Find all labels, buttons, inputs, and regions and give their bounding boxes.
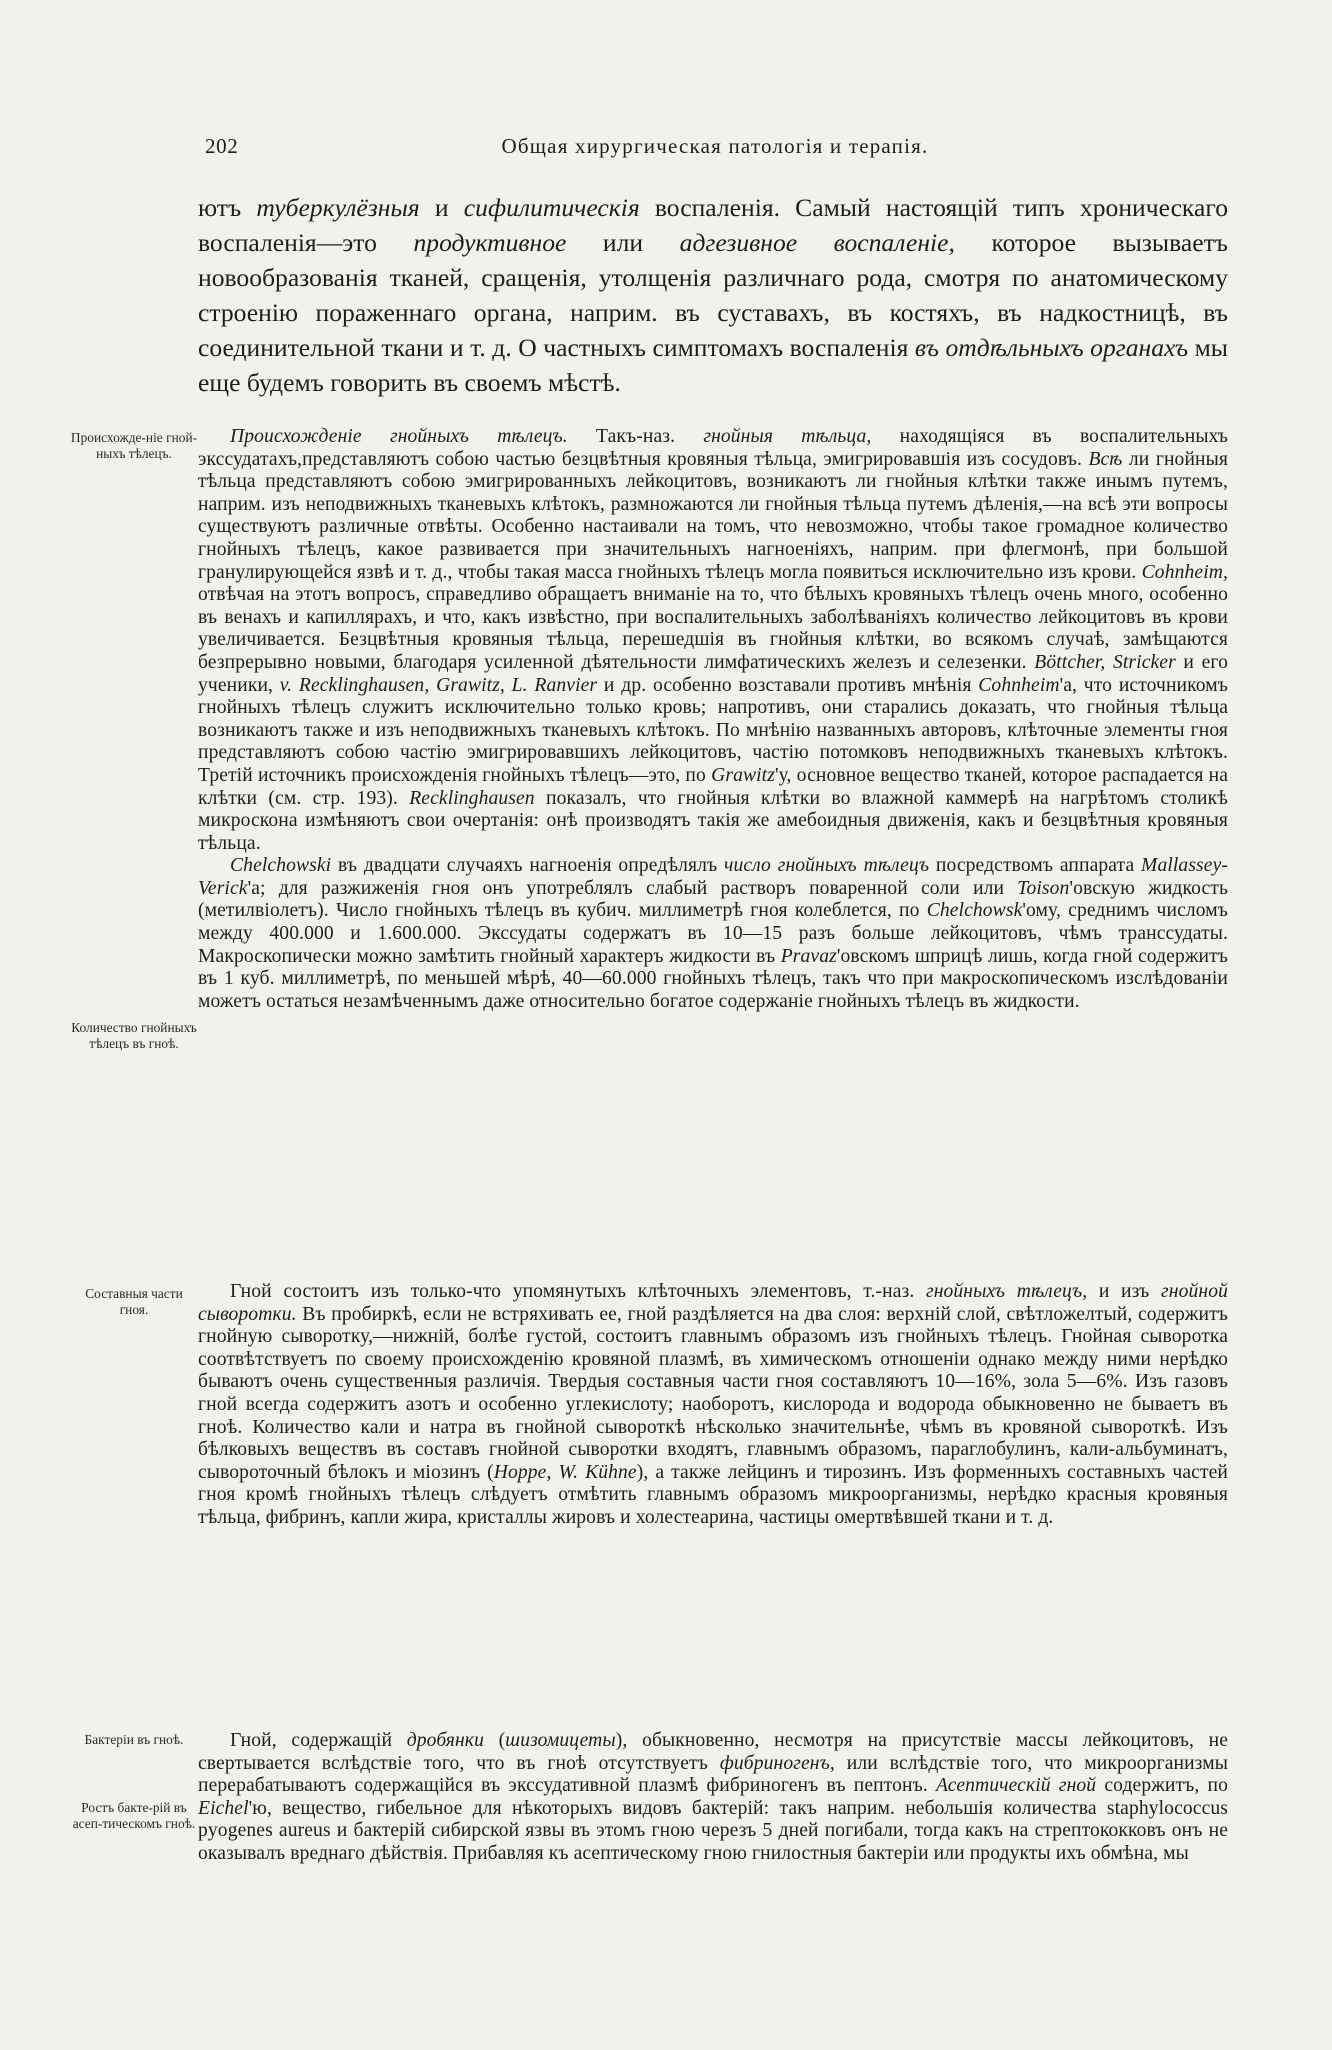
term-productive: продуктивное — [413, 228, 567, 257]
author-name: v. Recklinghausen, Grawitz, L. Ranvier — [279, 674, 598, 696]
page-header — [205, 134, 1225, 170]
author-name: Hoppe, W. Kühne — [493, 1461, 637, 1483]
author-name: Eichel — [198, 1797, 249, 1819]
author-name: Grawitz — [711, 764, 775, 786]
author-name: Mallassey-Verick — [198, 855, 1229, 899]
section-heading: Происхожденіе гнойныхъ тѣлецъ. — [230, 426, 568, 447]
section-origin-count — [198, 426, 1228, 1013]
page-number: 202 — [205, 134, 239, 158]
margin-note-count: Количество гнойныхъ тѣлецъ въ гноѣ. — [71, 1020, 197, 1051]
margin-note-bacteria: Бактеріи въ гноѣ. — [84, 1732, 184, 1747]
paragraph-components: Гной состоитъ изъ только-что упомянутыхъ клѣточныхъ элементовъ, т.-наз. гнойныхъ тѣлецъ, и изъ гнойной сыворотки. Въ пробиркѣ, если не встряхивать ее, гной раздѣляется на два слоя: верхній слой, свѣтложелтый, содержитъ гнойную сыворотку,—нижній, болѣе густой, состоитъ главнымъ образомъ изъ гнойныхъ тѣлецъ. Гнойная сыворотка соотвѣтствуетъ по своему происхожденію кровяной плазмѣ, въ химическомъ отношеніи однако между ними нерѣдко бываютъ очень существенныя различія. Твердыя составныя части гноя составляютъ 10—16%, зола 5—6%. Изъ газовъ гной всегда содержитъ азотъ и особенно углекислоту; наоборотъ, кислорода и водорода обыкновенно не бываетъ въ гноѣ. Количество кали и натра въ гнойной сывороткѣ нѣсколько значительнѣе, чѣмъ въ кровяной сывороткѣ. Изъ бѣлковыхъ веществъ въ составъ гнойной сыворотки входятъ, главнымъ образомъ, параглобулинъ, кали-альбуминатъ, сывороточный бѣлокъ и міозинъ (Hoppe, W. Kühne), а также лейцинъ и тирозинъ. Изъ форменныхъ составныхъ частей гноя кромѣ гнойныхъ тѣлецъ слѣдуетъ отмѣтить главнымъ образомъ микроорганизмы, нерѣдко красныя кровяныя тѣльца, фибринъ, капли жира, кристаллы жировъ и холестеарина, частицы омертвѣвшей ткани и т. д. — [198, 1281, 1228, 1528]
author-name: Chelchowsk — [926, 900, 1023, 922]
intro-paragraph: ютъ туберкулёзныя и сифилитическія воспаленія. Самый настоящій типъ хроническаго воспаленія—это продуктивное или адгезивное воспаленіе, которое вызываетъ новообразованія тканей, сращенія, утолщенія различнаго рода, смотря по анатомическому строенію пораженнаго органа, наприм. въ суставахъ, въ костяхъ, въ надкостницѣ, въ соединительной ткани и т. д. О частныхъ симптомахъ воспаленія въ отдѣльныхъ органахъ мы еще будемъ говорить въ своемъ мѣстѣ. — [198, 193, 1229, 397]
paragraph-count: Chelchowski въ двадцати случаяхъ нагноенія опредѣлялъ число гнойныхъ тѣлецъ посредствомъ аппарата Mallassey-Verick'а; для разжиженія гноя онъ употреблялъ слабый растворъ поваренной соли или Toison'овскую жидкость (метилвіолетъ). Число гнойныхъ тѣлецъ въ кубич. миллиметрѣ гноя колеблется, по Chelchowsk'ому, среднимъ числомъ между 400.000 и 1.600.000. Экссудаты содержатъ въ 10—15 разъ больше лейкоцитовъ, чѣмъ транссудаты. Макроскопически можно замѣтить гнойный характеръ жидкости въ Pravaz'овскомъ шприцѣ лишь, когда гной содержитъ въ 1 куб. миллиметрѣ, по меньшей мѣрѣ, 40—60.000 гнойныхъ тѣлецъ, такъ что при макроскопическомъ изслѣдованіи можетъ остаться незамѣченнымъ даже относительно богатое содержаніе гнойныхъ тѣлецъ въ жидкости. — [198, 855, 1229, 1012]
paragraph-origin: Происхожденіе гнойныхъ тѣлецъ. Такъ-наз. гнойныя тѣльца, находящіяся въ воспалительныхъ экссудатахъ,представляютъ собою частью безцвѣтныя кровяныя тѣльца, эмигрировавшія изъ сосудовъ. Всѣ ли гнойныя тѣльца представляютъ собою эмигрированныхъ лейкоцитовъ, возникаютъ ли гнойныя клѣтки также инымъ путемъ, наприм. изъ неподвижныхъ тканевыхъ клѣтокъ, размножаются ли гнойныя тѣльца путемъ дѣленія,—на всѣ эти вопросы существуютъ различные отвѣты. Особенно настаивали на томъ, что невозможно, чтобы такое громадное количество гнойныхъ тѣлецъ, какое развивается при значительныхъ нагноеніяхъ, наприм. при флегмонѣ, при большой гранулирующейся язвѣ и т. д., чтобы такая масса гнойныхъ тѣлецъ могла появиться исключительно изъ крови. Cohnheim, отвѣчая на этотъ вопросъ, справедливо обращаетъ вниманіе на то, что бѣлыхъ кровяныхъ тѣлецъ очень много, особенно въ венахъ и капиллярахъ, и что, какъ извѣстно, при воспалительныхъ заболѣваніяхъ количество лейкоцитовъ въ крови увеличивается. Безцвѣтныя кровяныя тѣльца, перешедшія въ гнойныя клѣтки, во всякомъ случаѣ, замѣщаются безпрерывно новыми, благодаря усиленной дѣятельности лимфатическихъ железъ и селезенки. Böttcher, Stricker и его ученики, v. Recklinghausen, Grawitz, L. Ranvier и др. особенно возставали противъ мнѣнія Cohnheim'а, что источникомъ гнойныхъ тѣлецъ служитъ исключительно только кровь; напротивъ, они старались доказать, что гнойныя тѣльца возникаютъ также и изъ неподвижныхъ тканевыхъ клѣтокъ. По мнѣнію названныхъ авторовъ, клѣточные элементы гноя представляютъ собою частію эмигрировавшихъ лейкоцитовъ, частію потомковъ неподвижныхъ тканевыхъ клѣтокъ. Третій источникъ происхожденія гнойныхъ тѣлецъ—это, по Grawitz'у, основное вещество тканей, которое распадается на клѣтки (см. стр. 193). Recklinghausen показалъ, что гнойныя клѣтки во влажной каммерѣ на нагрѣтомъ столикѣ микроскона измѣняютъ свои очертанія: онѣ производятъ такія же амебоидныя движенія, какъ и безцвѣтныя кровяныя тѣльца. — [198, 426, 1228, 854]
margin-note-origin: Происхожде-ніе гной-ныхъ тѣлецъ. — [70, 430, 198, 461]
author-name: Pravaz — [780, 945, 837, 967]
author-name: Toison — [1017, 877, 1070, 899]
term-syphilitic: сифилитическія — [463, 193, 640, 222]
section-components — [198, 1281, 1228, 1530]
margin-note-growth: Ростъ бакте-рій въ асеп-тическомъ гноѣ. — [72, 1800, 196, 1831]
term-separate-organs: въ отдѣльныхъ органахъ — [914, 333, 1189, 362]
term-adhesive: адгезивное воспаленіе, — [679, 228, 955, 257]
author-name: Recklinghausen — [409, 787, 535, 809]
running-title: Общая хирургическая патологія и терапія. — [501, 134, 929, 158]
section-bacteria — [198, 1730, 1228, 1866]
term-tuberculous: туберкулёзныя — [256, 193, 420, 222]
author-name: Cohnheim — [978, 674, 1060, 696]
paragraph-bacteria: Гной, содержащій дробянки (шизомицеты), обыкновенно, несмотря на присутствіе массы лейкоцитовъ, не свертывается вслѣдствіе того, что въ гноѣ отсутствуетъ фибриногенъ, или вслѣдствіе того, что микроорганизмы перерабатываютъ содержащійся въ экссудативной плазмѣ фибриногенъ въ пептонъ. Асептическій гной содержитъ, по Eichel'ю, вещество, гибельное для нѣкоторыхъ видовъ бактерій: такъ наприм. небольшія количества staphylococcus pyogenes aureus и бактерій сибирской язвы въ этомъ гною черезъ 5 дней погибали, тогда какъ на стрептококковъ онъ не оказывалъ вреднаго дѣйствія. Прибавляя къ асептическому гною гнилостныя бактеріи или продукты ихъ обмѣна, мы — [198, 1730, 1229, 1864]
margin-note-components: Составныя части гноя. — [85, 1286, 183, 1317]
author-name: Chelchowski — [230, 855, 332, 877]
author-name: Cohnheim, — [1141, 561, 1228, 583]
author-name: Böttcher, Stricker — [1034, 651, 1176, 673]
